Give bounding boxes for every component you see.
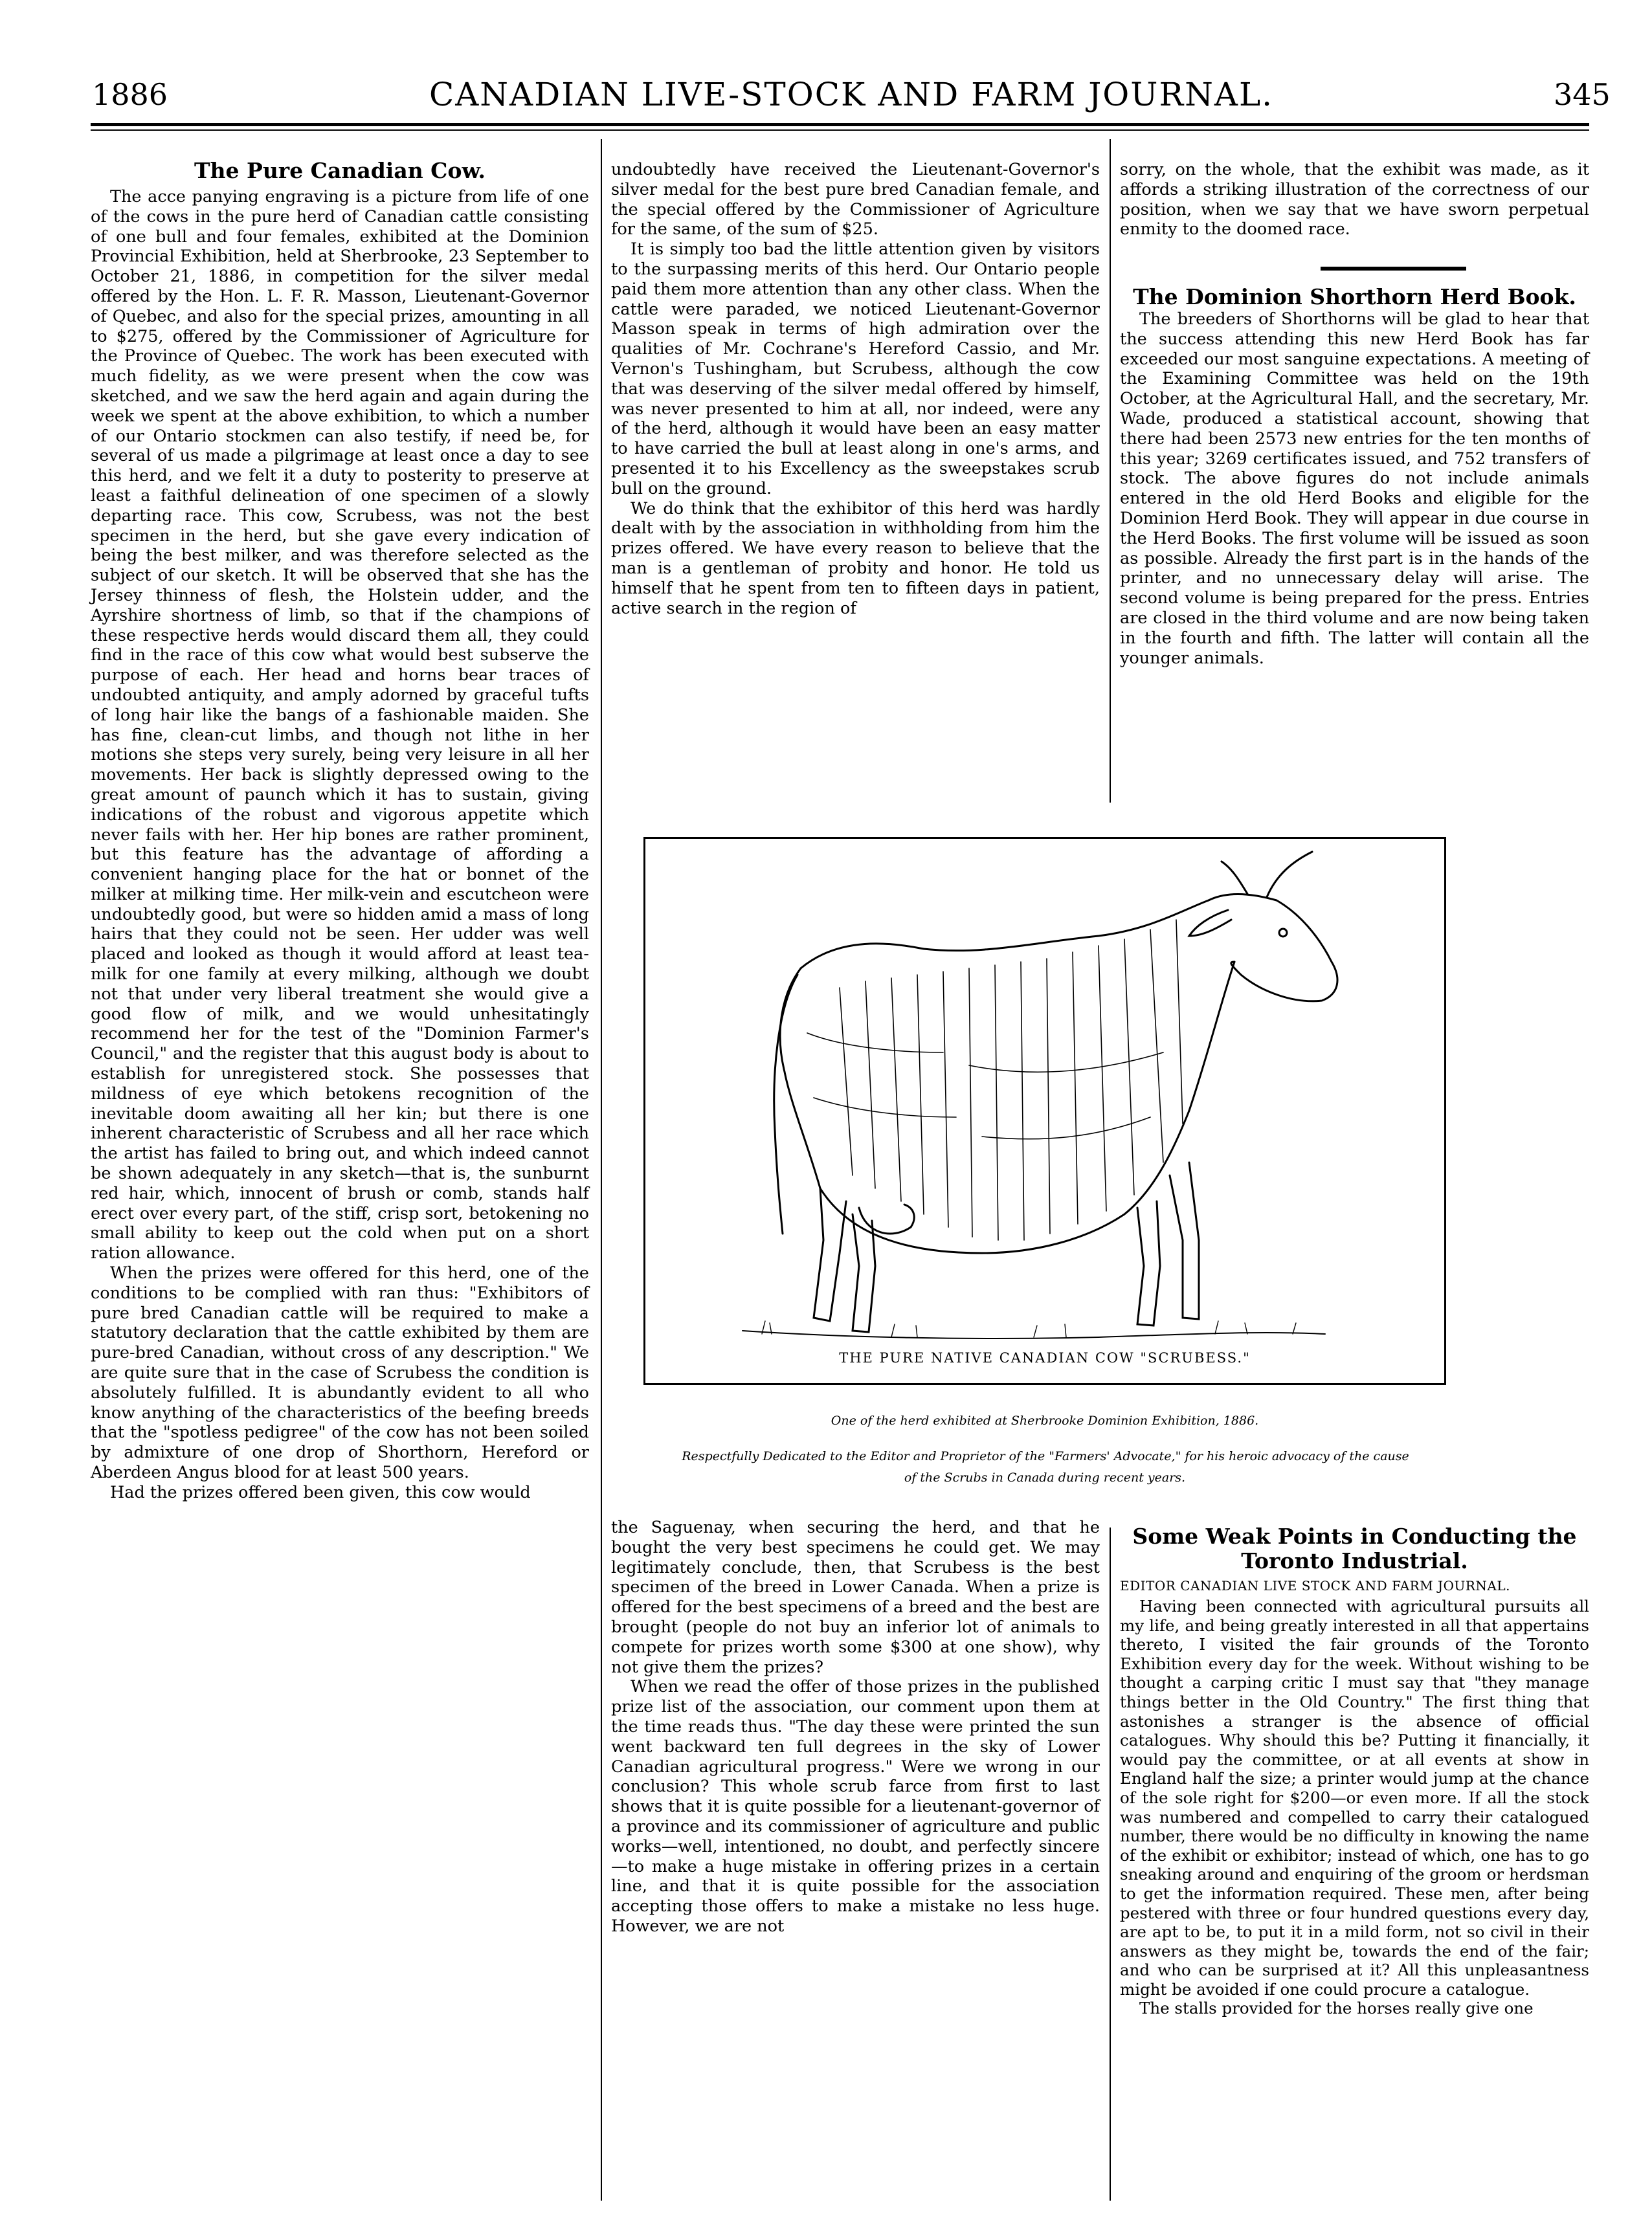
column-rule-2: [1110, 139, 1111, 803]
column-2-bottom: [611, 1518, 1100, 1937]
article-paragraph: Having been connected with agricultural pursuits all my life, and being greatly interested in all that appertains thereto, I visited the fair grounds of the Toronto Exhibition every day for the week. Without wishing to be thought a carping critic I must say that "they manage things better in the Old Country." The first thing that astonishes a stranger is the absence of official catalogues. Why should this be? Putting it financially, it would pay the committee, or at all events at show in England half the size; a printer would jump at the chance of the sole right for $200—or even more. If all the stock was numbered and compelled to carry their catalogued number, there would be no difficulty in knowing the name of the exhibit or exhibitor; instead of which, one has to go sneaking around and enquiring of the groom or herdsman to get the information required. These men, after being pestered with three or four hundred questions every day, are apt to be, to put it in a mild form, not so civil in their answers as they might be, towards the end of the fair; and who can be surprised at it? All this unpleasantness might be avoided if one could procure a catalogue.: [1120, 1597, 1589, 1999]
cow-horn-right: [1222, 861, 1247, 894]
cow-neck: [1189, 962, 1234, 1111]
header-year: 1886: [92, 77, 168, 112]
article-paragraph: undoubtedly have received the Lieutenant-Governor's silver medal for the best pure bred Canadian female, and the special offered by the Commissioner of Agriculture for the same, of the sum of $25.: [611, 160, 1100, 239]
article-title: Some Weak Points in Conducting the: [1132, 1524, 1577, 1549]
article-paragraph: It is simply too bad the little attention given by visitors to the surpassing merits of this herd. Our Ontario people paid them more attention than any other class. When the cattle were paraded, we noticed Lieutenant-Governor Masson speak in terms of high admiration over the qualities of Mr. Cochrane's Hereford Cassio, and Mr. Vernon's Tushingham, but Scrubess, although the cow that was deserving of the silver medal offered by himself, was never presented to him at all, nor indeed, were any of the herd, although it would have been an easy matter to have carried the bull at least along in one's arms, and presented it to his Excellency as the sweepstakes scrub bull on the ground.: [611, 239, 1100, 498]
article-paragraph: When the prizes were offered for this herd, one of the conditions to be complied with ran thus: "Exhibitors of pure bred Canadian cattle will be required to make a statutory declaration that the cattle exhibited by them are pure-bred Canadian, without cross of any description." We are quite sure that in the case of Scrubess the condition is absolutely fulfilled. It is abundantly evident to all who know anything of the characteristics of the beefing breeds that the "spotless pedigree" of the cow has not been soiled by admixture of one drop of Shorthorn, Hereford or Aberdeen Angus blood for at least 500 years.: [91, 1263, 589, 1482]
figure-dedication: of the Scrubs in Canada during recent years.: [904, 1471, 1186, 1485]
figure-caption: THE PURE NATIVE CANADIAN COW "SCRUBESS.": [839, 1350, 1251, 1366]
article-title: The Pure Canadian Cow.: [194, 158, 486, 183]
cow-back: [801, 900, 1209, 968]
grass: [762, 1321, 1296, 1337]
cow-horn-left: [1267, 852, 1312, 897]
column-3-shorthorn: [1120, 285, 1589, 668]
cow-ear: [1189, 910, 1231, 936]
column-2-top: [611, 160, 1100, 618]
article-paragraph: sorry, on the whole, that the exhibit was made, as it affords a striking illustration of the correctness of our position, when we say that we have sworn perpetual enmity to the doomed race.: [1120, 160, 1589, 239]
salutation: EDITOR CANADIAN LIVE STOCK AND FARM JOURNAL.: [1120, 1578, 1510, 1594]
article-paragraph: the Saguenay, when securing the herd, and that he bought the very best specimens he could get. We may legitimately conclude, then, that Scrubess is the best specimen of the breed in Lower Canada. When a prize is offered for the best specimens of a breed and the best are brought (people do not buy an inferior lot of animals to compete for prizes worth some $300 at one show), why not give them the prizes?: [611, 1518, 1100, 1677]
cow-hind-leg-2: [853, 1214, 875, 1332]
cow-hind-leg-1: [814, 1188, 846, 1321]
column-rule-1: [601, 139, 602, 2201]
cow-engraving: [645, 839, 1444, 1383]
article-paragraph: When we read the offer of those prizes in the published prize list of the association, our comment upon them at the time reads thus. "The day these were printed the sun went backward ten full degrees in the sky of Lower Canadian agricultural progress." Were we wrong in our conclusion? This whole scrub farce from first to last shows that it is quite possible for a lieutenant-governor of a province and its commissioner of agriculture and public works—well, intentioned, no doubt, and perfectly sincere—to make a huge mistake in offering prizes in a certain line, and that it is quite possible for the association accepting those offers to make a mistake no less huge. However, we are not: [611, 1677, 1100, 1936]
cow-eye: [1279, 929, 1287, 937]
figure-note: One of the herd exhibited at Sherbrooke Dominion Exhibition, 1886.: [831, 1414, 1259, 1428]
column-1: [91, 159, 589, 1503]
cow-fore-leg-2: [1170, 1162, 1199, 1319]
column-3-bottom: [1120, 1524, 1589, 2018]
article-paragraph: The acce panying engraving is a picture from life of one of the cows in the pure herd of Canadian cattle consisting of one bull and four females, exhibited at the Dominion Provincial Exhibition, held at Sherbrooke, 23 September to October 21, 1886, in competition for the silver medal offered by the Hon. L. F. R. Masson, Lieutenant-Governor of Quebec, and also for the special prizes, amounting in all to $275, offered by the Commissioner of Agriculture for the Province of Quebec. The work has been executed with much fidelity, as we were present when the cow was sketched, and we saw the herd again and again during the week we spent at the above exhibition, to which a number of our Ontario stockmen can also testify, if need be, for several of us made a pilgrimage at least once a day to see this herd, and we felt it a duty to posterity to preserve at least a faithful delineation of one specimen of a slowly departing race. This cow, Scrubess, was not the best specimen in the herd, but she gave every indication of being the best milker, and was therefore selected as the subject of our sketch. It will be observed that she has the Jersey thinness of flesh, the Holstein udder, and the Ayrshire shortness of limb, so that if the champions of these respective herds would discard them all, they could find in the race of this cow what would best subserve the purpose of each. Her head and horns bear traces of undoubted antiquity, and amply adorned by graceful tufts of long hair like the bangs of a fashionable maiden. She has fine, clean-cut limbs, and though not lithe in her motions she steps very surely, being very leisure in all her movements. Her back is slightly depressed owing to the great amount of paunch which it has to sustain, giving indications of the robust and vigorous appetite which never fails with her. Her hip bones are rather prominent, but this feature has the advantage of affording a convenient hanging place for the hat or bonnet of the milker at milking time. Her milk-vein and escutcheon were undoubtedly good, but were so hidden amid a mass of long hairs that they could not be seen. Her udder was well placed and looked as though it would afford at least tea-milk for one family at every milking, although we doubt not that under very liberal treatment she would give a good flow of milk, and we would unhesitatingly recommend her for the test of the "Dominion Farmer's Council," and the register that this august body is about to establish for unregistered stock. She possesses that mildness of eye which betokens recognition of the inevitable doom awaiting all her kin; but there is one inherent characteristic of Scrubess and all her race which the artist has failed to bring out, and which indeed cannot be shown adequately in any sketch—that is, the sunburnt red hair, which, innocent of brush or comb, stands half erect over every part, of the stiff, crisp sort, betokening no small ability to keep out the cold when put on a short ration allowance.: [91, 187, 589, 1263]
article-paragraph: The stalls provided for the horses really give one: [1139, 1999, 1534, 2018]
column-rule-3: [1110, 1528, 1111, 2201]
column-3-top: [1120, 160, 1589, 239]
article-paragraph: Had the prizes offered been given, this cow would: [110, 1482, 531, 1502]
article-paragraph: The breeders of Shorthorns will be glad to hear that the success attending this new Herd Book has far exceeded our most sanguine expectations. A meeting of the Examining Committee was held on the 19th October, at the Agricultural Hall, and the secretary, Mr. Wade, produced a statistical account, showing that there had been 2573 new entries for the ten months of this year; 3269 certificates issued, and 752 transfers of stock. The above figures do not include animals entered in the old Herd Books and eligible for the Dominion Herd Book. They will appear in due course in the Herd Books. The first volume will be issued as soon as possible. Already the first part is in the hands of the printer, and no unnecessary delay will arise. The second volume is being prepared for the press. Entries are closed in the third volume and are now being taken in the fourth and fifth. The latter will contain all the younger animals.: [1120, 309, 1589, 668]
cow-fore-leg-1: [1137, 1201, 1160, 1326]
article-title: Toronto Industrial.: [1241, 1548, 1468, 1573]
page-number: 345: [1554, 77, 1611, 112]
header-rule-thick: [91, 123, 1589, 126]
journal-title: CANADIAN LIVE-STOCK AND FARM JOURNAL.: [429, 76, 1274, 113]
ornamental-rule: [1321, 267, 1466, 271]
cow-udder: [859, 1205, 914, 1234]
article-title: The Dominion Shorthorn Herd Book.: [1133, 284, 1576, 309]
article-paragraph: We do think that the exhibitor of this herd was hardly dealt with by the association in withholding from him the prizes offered. We have every reason to believe that the man is a gentleman of probity and honor. He told us himself that he spent from ten to fifteen days in patient, active search in the region of: [611, 498, 1100, 618]
figure-dedication: Respectfully Dedicated to the Editor and Proprietor of the "Farmers' Advocate," for his heroic advocacy of the cause: [682, 1449, 1409, 1463]
cow-shading: [807, 920, 1183, 1240]
header-rule-thin: [91, 129, 1589, 131]
cow-illustration: [643, 837, 1446, 1385]
